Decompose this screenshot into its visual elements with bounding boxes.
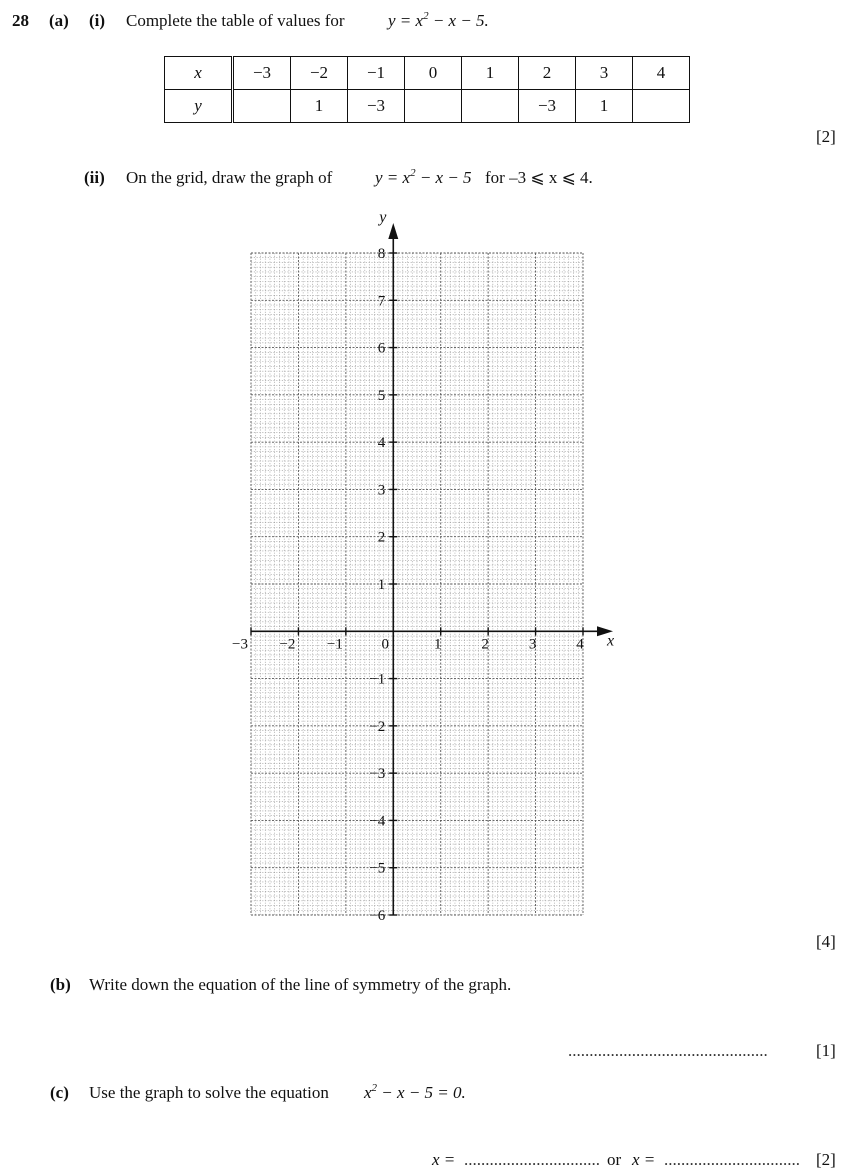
y-tick-label: −2 — [369, 718, 386, 735]
part-b-text: Write down the equation of the line of symmetry of the graph. — [89, 975, 512, 994]
part-c-or: or — [607, 1150, 622, 1169]
x-tick-label: 3 — [528, 636, 537, 653]
y-axis-label: y — [379, 209, 387, 226]
part-c-equation — [364, 1083, 466, 1105]
table-y-cell: 1 — [291, 90, 348, 123]
part-c-marks: [2] — [816, 1150, 836, 1169]
y-tick-label: 1 — [377, 577, 386, 593]
table-row-x — [165, 57, 690, 90]
x-tick-label: −3 — [232, 636, 248, 653]
y-tick-label: 2 — [377, 529, 386, 546]
part-c-equation-rest: − x − 5 = 0. — [377, 1083, 466, 1102]
graph-grid[interactable] — [225, 205, 635, 925]
part-b-answer-line[interactable]: ............................................... — [568, 1041, 768, 1060]
y-tick-label: −3 — [369, 766, 386, 783]
equation-2 — [375, 168, 472, 190]
part-b-label: (b) — [50, 975, 71, 994]
part-a-i-label: (i) — [89, 11, 106, 30]
table-y-cell[interactable] — [233, 90, 291, 123]
part-a-i-text: Complete the table of values for — [126, 11, 345, 30]
table-x-cell: 1 — [462, 57, 519, 90]
part-a-label: (a) — [49, 11, 69, 30]
x-tick-label: 4 — [576, 636, 584, 653]
table-y-cell[interactable] — [633, 90, 690, 123]
table-y-cell[interactable] — [462, 90, 519, 123]
part-a-ii-range: for –3 ⩽ x ⩽ 4. — [485, 168, 593, 187]
part-c-equation-base: x — [364, 1083, 372, 1102]
x-tick-label: 2 — [481, 636, 489, 653]
part-c-answer-prefix: x = — [432, 1150, 456, 1169]
table-y-cell[interactable] — [405, 90, 462, 123]
y-tick-label: −6 — [369, 908, 386, 924]
table-row-y — [165, 90, 690, 123]
y-tick-label: 8 — [377, 246, 386, 262]
x-tick-label: 1 — [433, 636, 442, 653]
part-c-answer-line-1[interactable]: ................................ — [464, 1150, 600, 1169]
part-c-answer-prefix-2: x = — [632, 1150, 656, 1169]
y-tick-label: 6 — [377, 340, 386, 357]
part-c-answer-line-2[interactable]: ................................ — [664, 1150, 800, 1169]
x-tick-label: −1 — [326, 636, 343, 653]
table-y-cell: 1 — [576, 90, 633, 123]
table-x-label: x — [165, 57, 233, 90]
equation-1 — [388, 11, 489, 33]
table-x-cell: −1 — [348, 57, 405, 90]
table-y-cell: −3 — [519, 90, 576, 123]
part-a-i-marks: [2] — [816, 127, 836, 146]
values-table — [164, 56, 690, 123]
equation-2-exp: 2 — [410, 167, 416, 179]
table-x-cell: −3 — [233, 57, 291, 90]
x-tick-label: 0 — [381, 636, 390, 653]
part-a-ii-text: On the grid, draw the graph of — [126, 168, 333, 187]
y-tick-label: 7 — [377, 293, 386, 310]
x-axis-label: x — [607, 632, 615, 650]
table-x-cell: 4 — [633, 57, 690, 90]
y-tick-label: 4 — [377, 435, 386, 452]
y-tick-label: −5 — [369, 860, 386, 877]
y-tick-label: −1 — [369, 671, 386, 688]
table-y-label: y — [165, 90, 233, 123]
equation-1-base: y = x — [388, 11, 424, 30]
equation-1-exp: 2 — [423, 10, 429, 22]
table-x-cell: 3 — [576, 57, 633, 90]
y-tick-label: −4 — [369, 813, 386, 830]
part-c-text: Use the graph to solve the equation — [89, 1083, 329, 1102]
part-b-marks: [1] — [816, 1041, 836, 1060]
part-c-equation-exp: 2 — [371, 1082, 378, 1094]
table-x-cell: −2 — [291, 57, 348, 90]
y-tick-label: 5 — [377, 387, 386, 404]
table-x-cell: 2 — [519, 57, 576, 90]
part-c-label: (c) — [50, 1083, 69, 1102]
question-number: 28 — [12, 11, 29, 30]
x-tick-label: −2 — [279, 636, 296, 653]
part-a-ii-marks: [4] — [816, 932, 836, 951]
y-tick-label: 3 — [377, 482, 386, 499]
table-y-cell: −3 — [348, 90, 405, 123]
part-a-ii-label: (ii) — [84, 168, 105, 187]
y-axis-arrow — [388, 223, 398, 239]
table-x-cell: 0 — [405, 57, 462, 90]
equation-2-rest: − x − 5 — [415, 168, 472, 187]
equation-1-rest: − x − 5. — [428, 11, 489, 30]
equation-2-base: y = x — [375, 168, 411, 187]
